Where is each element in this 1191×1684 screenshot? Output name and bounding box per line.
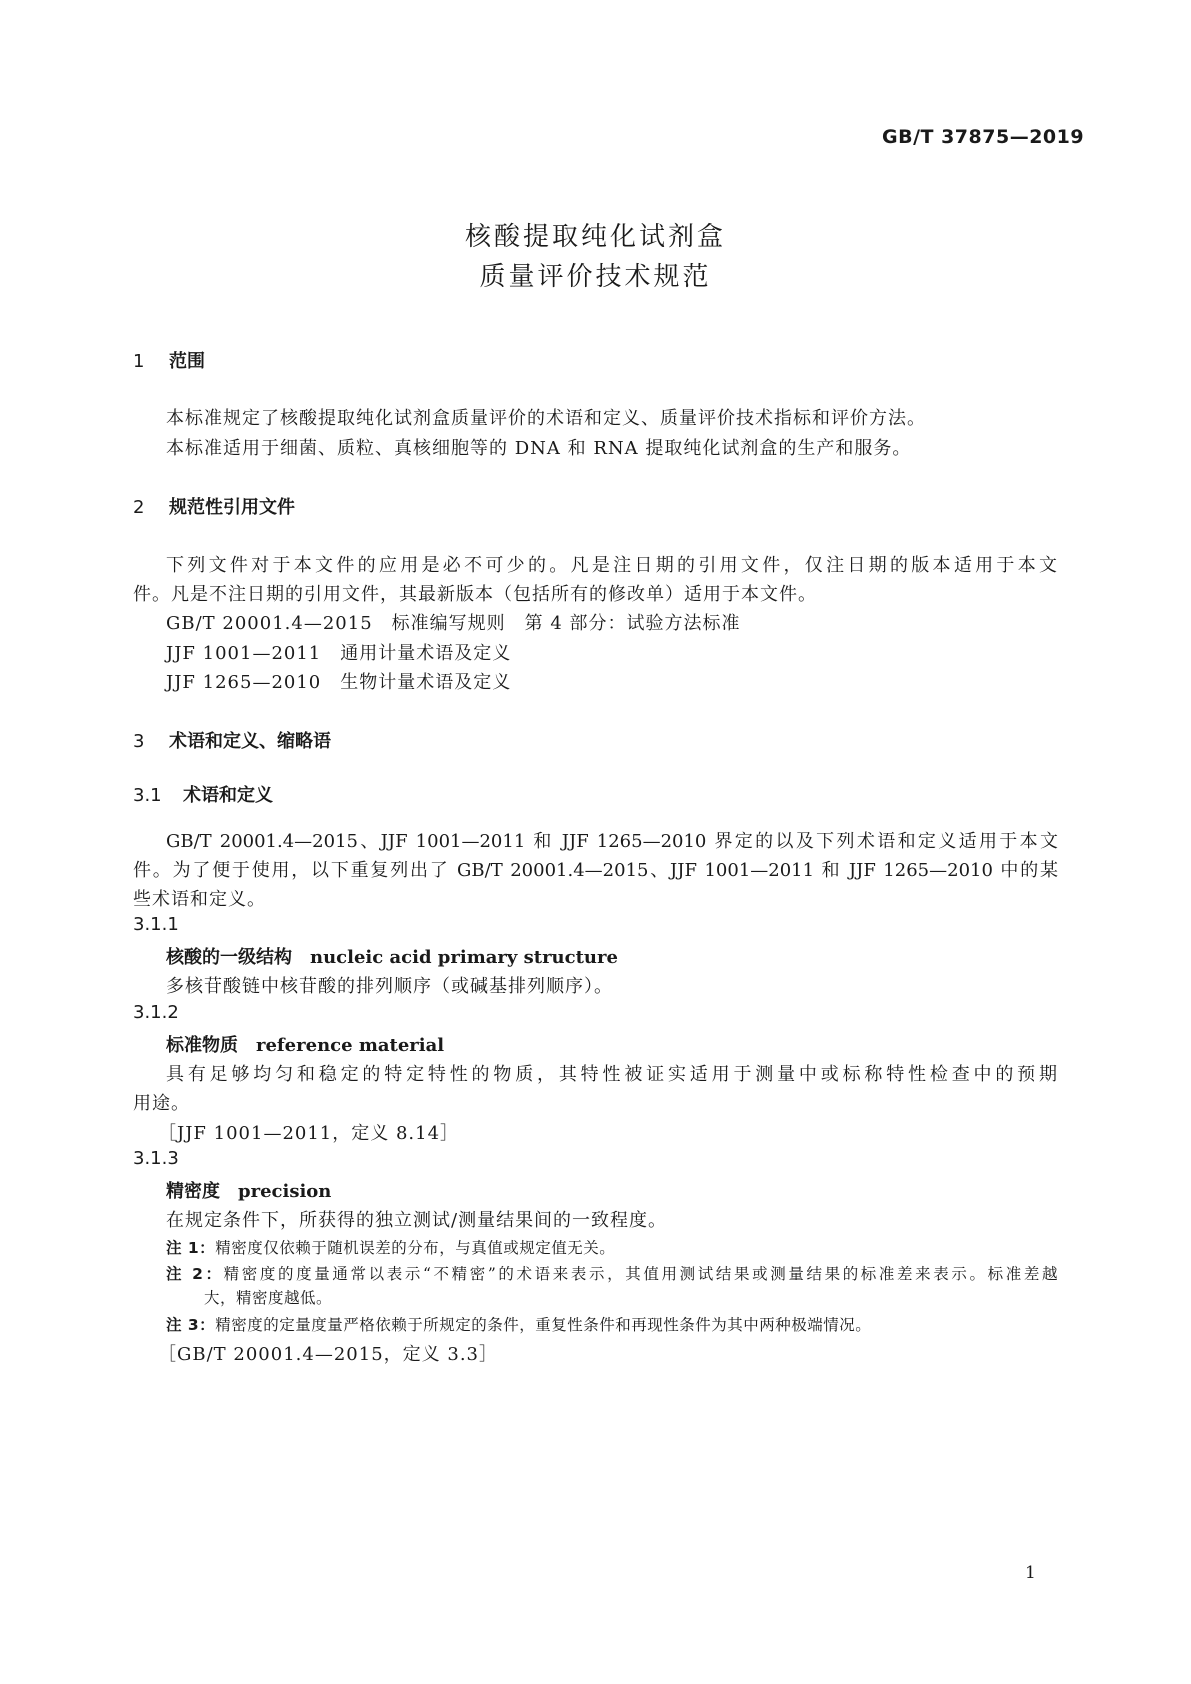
term-chinese: 标准物质: [166, 1035, 238, 1056]
subsection-3-1-title: 术语和定义: [183, 785, 273, 806]
term-english: precision: [238, 1181, 332, 1202]
note-text: 精密度仅依赖于随机误差的分布，与真值或规定值无关。: [215, 1239, 616, 1257]
section-1-number: 1: [133, 351, 145, 372]
section-2-paragraph-line-1: 下列文件对于本文件的应用是必不可少的。凡是注日期的引用文件，仅注日期的版本适用于本文: [166, 555, 1058, 576]
note-label: 注 3：: [166, 1316, 216, 1334]
note-label: 注 1：: [166, 1239, 216, 1257]
term-definition-line-1: 具有足够均匀和稳定的特定特性的物质，其特性被证实适用于测量中或标称特性检查中的预期: [166, 1064, 1058, 1085]
term-number: 3.1.2: [133, 1002, 179, 1023]
term-definition: 在规定条件下，所获得的独立测试/测量结果间的一致程度。: [166, 1210, 668, 1231]
section-3-number: 3: [133, 731, 145, 752]
subsection-3-1-paragraph-line-1: GB/T 20001.4—2015、JJF 1001—2011 和 JJF 1265—2010 界定的以及下列术语和定义适用于本文: [166, 831, 1058, 852]
reference-item: GB/T 20001.4—2015 标准编写规则 第 4 部分：试验方法标准: [166, 613, 741, 634]
section-1-paragraph-2: 本标准适用于细菌、质粒、真核细胞等的 DNA 和 RNA 提取纯化试剂盒的生产和服务。: [166, 438, 912, 459]
subsection-3-1-number: 3.1: [133, 785, 162, 806]
note-label: 注 2：: [166, 1265, 224, 1283]
section-2-heading: [133, 493, 295, 519]
note-text: 精密度的定量度量严格依赖于所规定的条件，重复性条件和再现性条件为其中两种极端情况。: [215, 1316, 872, 1334]
section-1-paragraph-1: 本标准规定了核酸提取纯化试剂盒质量评价的术语和定义、质量评价技术指标和评价方法。: [166, 408, 926, 429]
document-title-line1: 核酸提取纯化试剂盒: [464, 222, 726, 252]
term-source: ［GB/T 20001.4—2015，定义 3.3］: [158, 1344, 498, 1365]
term-chinese: 精密度: [166, 1181, 220, 1202]
section-3-heading: [133, 727, 331, 753]
section-3-title: 术语和定义、缩略语: [169, 731, 331, 752]
standard-code: GB/T 37875—2019: [882, 126, 1085, 148]
note-2-line-2: 大，精密度越低。: [204, 1289, 333, 1307]
subsection-3-1-heading: [133, 781, 273, 807]
term-number: 3.1.1: [133, 914, 179, 935]
term-chinese: 核酸的一级结构: [166, 947, 292, 968]
page-number: 1: [1025, 1563, 1036, 1583]
subsection-3-1-paragraph-line-3: 些术语和定义。: [133, 889, 266, 910]
term-source: ［JJF 1001—2011，定义 8.14］: [158, 1123, 460, 1144]
section-2-number: 2: [133, 497, 145, 518]
note-1: [166, 1236, 615, 1258]
term-heading: [166, 1031, 444, 1057]
document-title-line2: 质量评价技术规范: [479, 262, 712, 292]
subsection-3-1-paragraph-line-2: 件。为了便于使用，以下重复列出了 GB/T 20001.4—2015、JJF 1001—2011 和 JJF 1265—2010 中的某: [133, 860, 1058, 881]
section-2-paragraph-line-2: 件。凡是不注日期的引用文件，其最新版本（包括所有的修改单）适用于本文件。: [133, 584, 817, 605]
section-2-title: 规范性引用文件: [169, 497, 295, 518]
term-english: reference material: [256, 1035, 445, 1056]
term-definition-line-2: 用途。: [133, 1093, 190, 1114]
note-3: [166, 1313, 871, 1335]
section-1-title: 范围: [169, 351, 205, 372]
term-definition: 多核苷酸链中核苷酸的排列顺序（或碱基排列顺序）。: [166, 976, 613, 997]
section-1-heading: [133, 347, 205, 373]
note-text: 精密度的度量通常以表示“不精密”的术语来表示，其值用测试结果或测量结果的标准差来表示。标准差越: [223, 1265, 1059, 1283]
note-2-line-1: [166, 1262, 1058, 1284]
term-number: 3.1.3: [133, 1148, 179, 1169]
term-english: nucleic acid primary structure: [310, 947, 618, 968]
term-heading: [166, 943, 618, 969]
reference-item: JJF 1001—2011 通用计量术语及定义: [166, 643, 512, 664]
term-heading: [166, 1177, 331, 1203]
reference-item: JJF 1265—2010 生物计量术语及定义: [166, 672, 512, 693]
